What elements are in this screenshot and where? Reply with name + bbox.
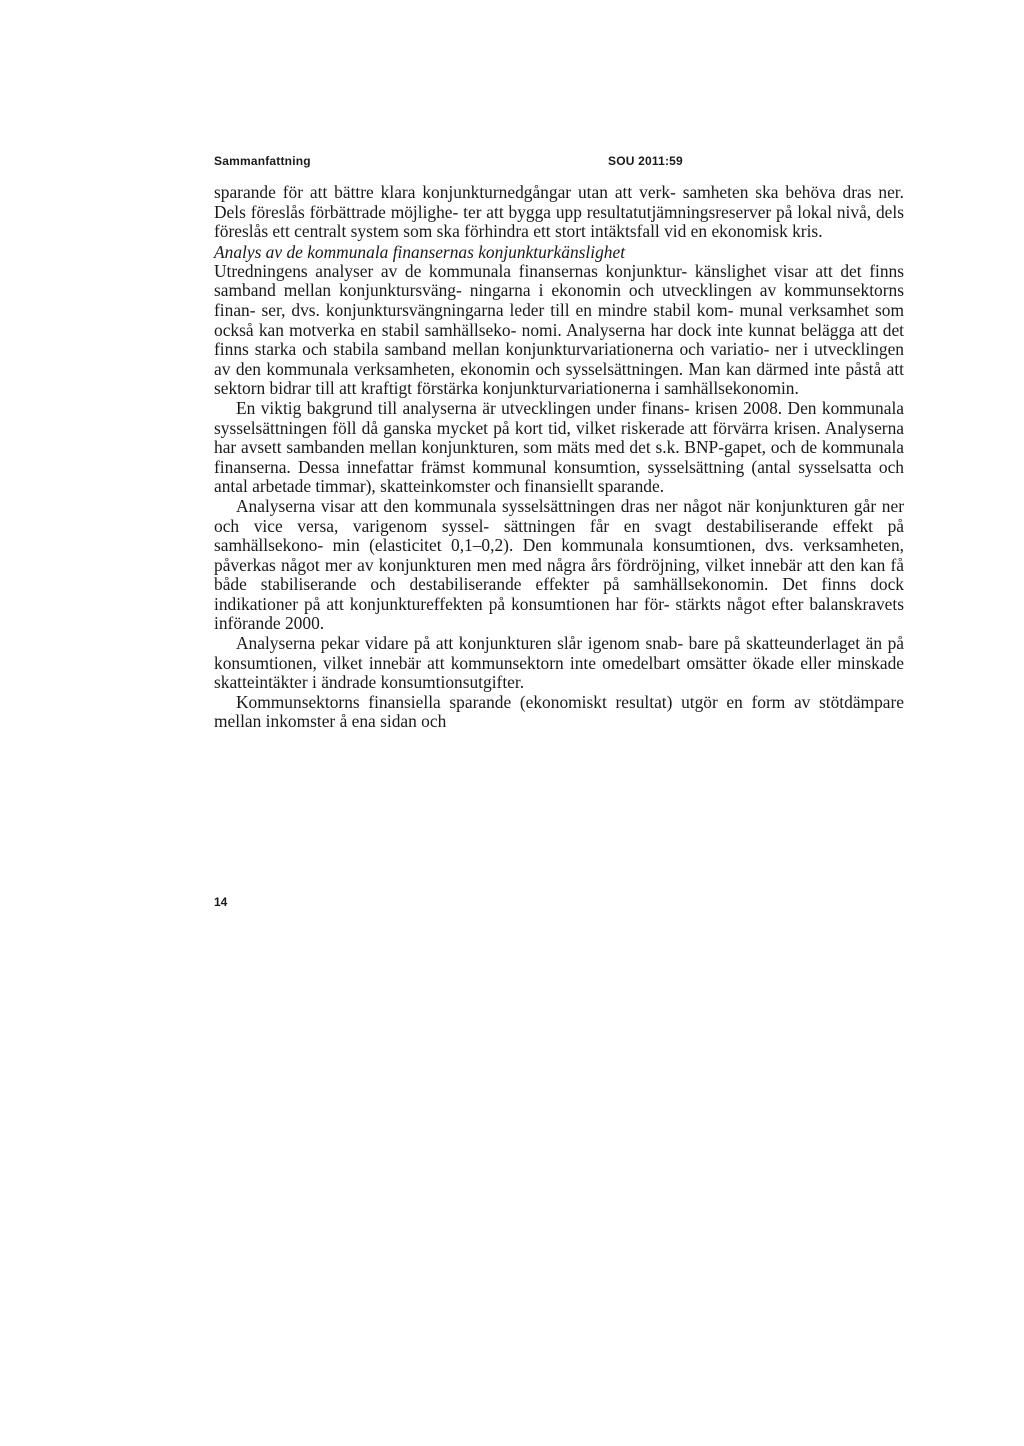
page-number: 14 [214,895,228,909]
running-head-left: Sammanfattning [214,154,311,168]
paragraph: Analyserna visar att den kommunala sysselsättningen dras ner något när konjunkturen går ner och vice versa, varigenom syssel- sättningen får en svagt destabiliserande effekt på samhällsekono- min (elasticitet 0,1–0,2). Den kommunala konsumtionen, dvs. verksamheten, påverkas något mer av konjunkturen men med några års fördröjning, vilket innebär att den kan få både stabiliserande och destabiliserande effekter på samhällsekonomin. Det finns dock indikationer på att konjunktureffekten på konsumtionen har för- stärkts något efter balanskravets införande 2000. [214,495,904,634]
paragraph: Utredningens analyser av de kommunala finansernas konjunktur- känslighet visar att det finns samband mellan konjunktursväng- ningarna i ekonomin och utvecklingen av kommunsektorns finan- ser, dvs. konjunktursvängningarna leder till en mindre stabil kom- munal verksamhet som också kan motverka en stabil samhällseko- nomi. Analyserna har dock inte kunnat belägga att det finns starka och stabila samband mellan konjunkturvariationerna och variatio- ner i utvecklingen av den kommunala verksamheten, ekonomin och sysselsättningen. Man kan därmed inte påstå att sektorn bidrar till att kraftigt förstärka konjunkturvariationerna i samhällsekonomin. [214,260,904,399]
paragraph: Analyserna pekar vidare på att konjunkturen slår igenom snab- bare på skatteunderlaget än på konsumtionen, vilket innebär att kommunsektorn inte omedelbart omsätter ökade eller minskade skatteintäkter i ändrade konsumtionsutgifter. [214,633,904,693]
section-subheading: Analys av de kommunala finansernas konjunkturkänslighet [214,241,626,262]
paragraph-intro: sparande för att bättre klara konjunkturnedgångar utan att verk- samheten ska behöva dras ner. Dels föreslås förbättrade möjlighe- ter att bygga upp resultatutjämningsreserver på lokal nivå, dels föreslås ett centralt system som ska förhindra ett stort intäktsfall vid en ekonomisk kris. [214,182,904,242]
paragraph: En viktig bakgrund till analyserna är utvecklingen under finans- krisen 2008. Den kommunala sysselsättningen föll då ganska mycket på kort tid, vilket riskerade att förvärra krisen. Analyserna har avsett sambanden mellan konjunkturen, som mäts med det s.k. BNP-gapet, och de kommunala finanserna. Dessa innefattar främst kommunal konsumtion, sysselsättning (antal sysselsatta och antal arbetade timmar), skatteinkomster och finansiellt sparande. [214,397,904,497]
body-text [214,183,904,732]
running-head-right: SOU 2011:59 [608,154,683,168]
paragraph: Kommunsektorns finansiella sparande (ekonomiskt resultat) utgör en form av stötdämpare mellan inkomster å ena sidan och [214,691,904,732]
